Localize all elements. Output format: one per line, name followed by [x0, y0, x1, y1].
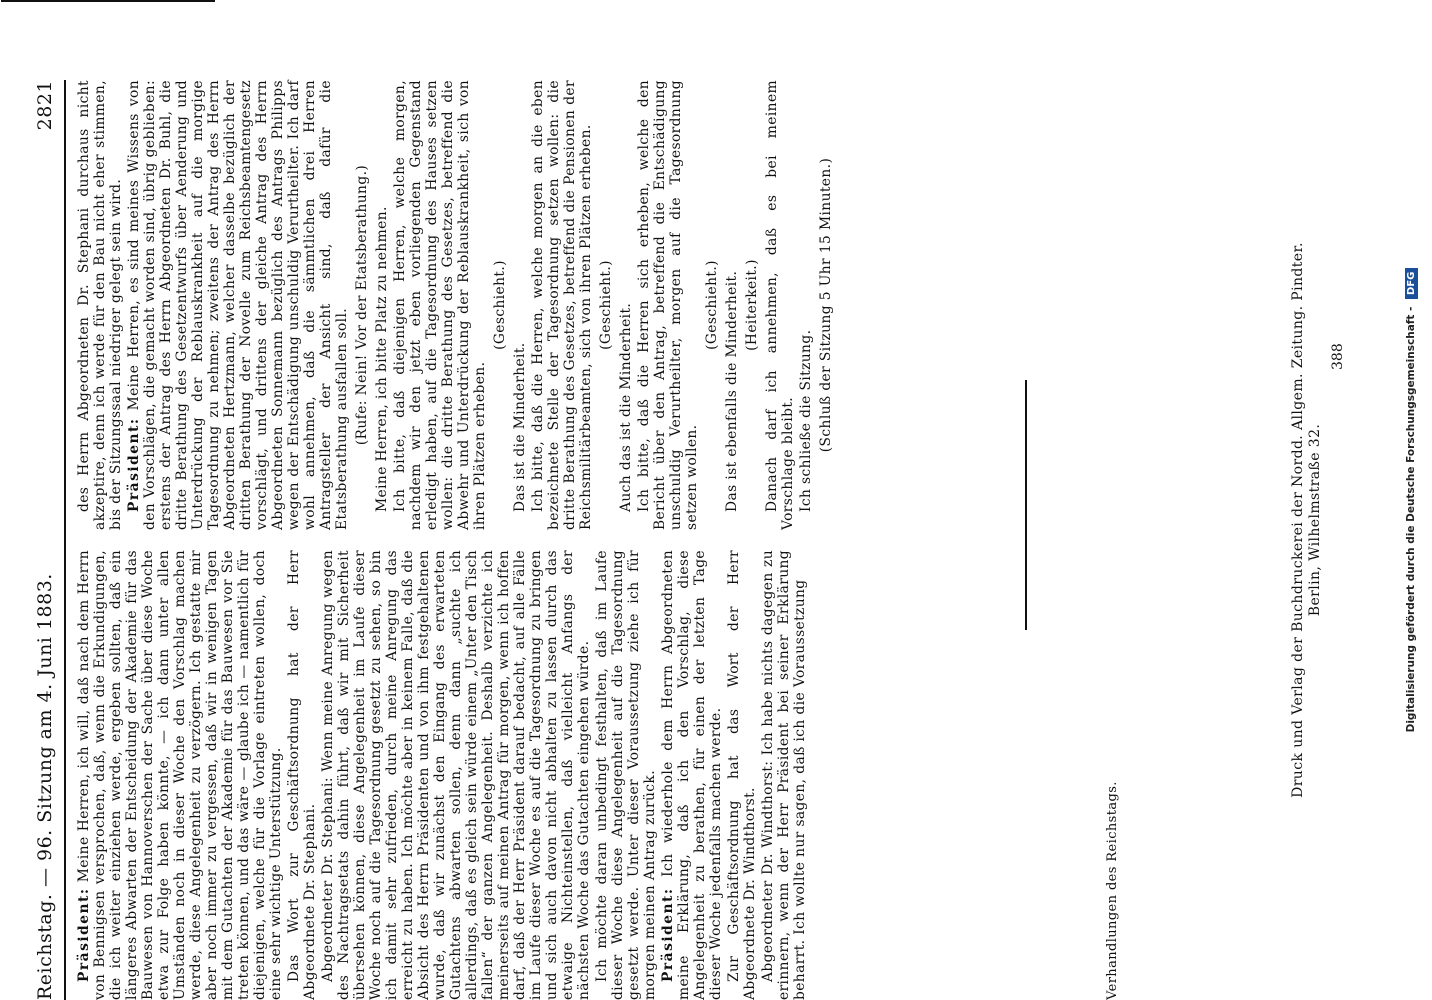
paragraph — [726, 550, 758, 1000]
paragraph-text: Das ist ebenfalls die Minderheit. — [724, 270, 740, 512]
paragraph — [320, 550, 592, 1000]
paragraph-text: Abgeordneter Dr. Stephani: Wenn meine Anregung wegen des Nachtragsetats dahin führt, daß wir mit Sicherheit übersehen können, diese Angelegenheit im Laufe dieser Woche noch auf die Tagesordnung gesetzt zu sehen, so bin ich damit sehr zufrieden, durch meine Anregung das erreicht zu haben. Ich möchte aber in keinem Falle, daß die Absicht des Herrn Präsidenten und von ihm festgehaltenen wurde, daß wir zunächst den Eingang des erwarteten Gutachtens abwarten sollen, denn dann „suchte ich allerdings, daß es gleich sein würde einem „Unter den Tisch fallen“ der ganzen Angelegenheit. Deshalb verzichte ich meinerseits auf meinen Antrag für morgen, wenn ich hoffen darf, daß der Herr Präsident darauf bedacht, auf alle Fälle im Laufe dieser Woche es auf die Tagesordnung zu bringen und sich auch davon nicht abhalten zu lassen durch das etwaige Nichteinstellen, daß vielleicht Anfangs der nächsten Woche das Gutachten eingehen würde. — [320, 550, 592, 1000]
paragraph — [286, 550, 318, 1000]
paragraph — [764, 80, 796, 530]
speaker-label: Präsident: — [660, 887, 676, 982]
paragraph — [374, 80, 390, 530]
paragraph-text: Meine Herren, ich bitte Platz zu nehmen. — [374, 206, 390, 512]
paragraph-text: Ich schließe die Sitzung. — [798, 329, 814, 512]
left-column — [76, 550, 810, 1000]
paragraph — [126, 80, 350, 530]
paragraph-text: des Herrn Abgeordneten Dr. Stephani durchaus nicht akzeptire, denn ich werde für den Bau nicht eher stimmen, bis der Sitzungssaal niedriger gelegt sein wird. — [76, 80, 124, 530]
sheet-number: 388 — [1330, 343, 1346, 370]
header-page-number: 2821 — [34, 80, 56, 131]
paragraph-text: Zur Geschäftsordnung hat das Wort der Herr Abgeordnete Dr. Windthorst. — [726, 550, 758, 1000]
dfg-logo: DFG — [1405, 268, 1418, 299]
paragraph — [530, 80, 594, 530]
paragraph-text: Das ist die Minderheit. — [512, 342, 528, 512]
stage-direction: (Geschieht.) — [704, 260, 720, 350]
paragraph — [392, 80, 488, 530]
paragraph — [760, 550, 808, 1000]
paragraph — [76, 80, 124, 530]
paragraph — [594, 550, 658, 1000]
paragraph — [798, 80, 814, 530]
right-column — [76, 80, 838, 530]
printer-line-1: Druck und Verlag der Buchdruckerei der Nordd. Allgem. Zeitung. Pindter. — [1290, 242, 1306, 798]
end-rule — [1025, 380, 1027, 630]
paragraph-text: Auch das ist die Minderheit. — [618, 302, 634, 512]
speaker-label: Präsident: — [76, 887, 92, 982]
page-header — [34, 80, 64, 1000]
paragraph — [512, 80, 528, 530]
stage-direction: (Rufe: Nein! Vor der Etatsberathung.) — [354, 164, 370, 446]
stage-direction: (Heiterkeit.) — [744, 259, 760, 351]
rotated-page — [0, 60, 1432, 1000]
paragraph-text: Ich wiederhole dem Herrn Abgeordneten meine Erklärung, daß ich den Vorschlag, diese Angelegenheit zu berathen, für einen der letzten Tage dieser Woche jedenfalls machen werde. — [660, 550, 724, 1000]
credit-text: Digitalisierung gefördert durch die Deutsche Forschungsgemeinschaft - — [1405, 306, 1417, 733]
printer-line-2: Berlin, Wilhelmstraße 32. — [1307, 423, 1323, 617]
paragraph-text: Das Wort zur Geschäftsordnung hat der Herr Abgeordnete Dr. Stephani. — [286, 550, 318, 1000]
speaker-label: Präsident: — [126, 417, 142, 512]
paragraph — [724, 80, 740, 530]
paragraph — [660, 550, 724, 1000]
paragraph-text: Ich möchte daran unbedingt festhalten, daß im Laufe dieser Woche diese Angelegenheit auf die Tagesordnung gesetzt werde. Unter dieser Voraussetzung ziehe ich für morgen meinen Antrag zurück. — [594, 550, 658, 1000]
paragraph-text: Ich bitte, daß die Herren, welche morgen an die eben bezeichnete Stelle der Tagesordnung setzen wollen: die dritte Berathung des Gesetzes, betreffend die Pensionen der Reichsmilitärbeamten, sich von ihren Plätzen erheben. — [530, 80, 594, 530]
paragraph — [618, 80, 634, 530]
paragraph-text: Meine Herren, es sind meines Wissens von den Vorschlägen, die gemacht worden sind, übrig geblieben: erstens der Antrag des Herrn Abgeordneten Dr. Buhl, die dritte Berathung des Gesetzentwurfs über Aenderung und Unterdrückung der Reblauskrankheit auf die morgige Tagesordnung zu nehmen; zweitens der Antrag des Herrn Abgeordneten Hertzmann, welcher dasselbe bezüglich der dritten Berathung der Novelle zum Reichsbeamtengesetz vorschlägt, und drittens der gleiche Antrag des Herrn Abgeordneten Sonnemann bezüglich des Antrags Philipps wegen der Entschädigung unschuldig Verurtheilter. Ich darf wohl annehmen, daß die sämmtlichen drei Herren Antragsteller der Ansicht sind, daß dafür die Etatsberathung ausfallen soll. — [126, 80, 350, 530]
paragraph — [76, 550, 284, 1000]
paragraph-text: Ich bitte, daß die Herren sich erheben, welche den Bericht über den Antrag, betreffend die Entschädigung unschuldig Verurtheilter, morgen auf die Tagesordnung setzen wollen. — [636, 80, 700, 530]
document-page — [0, 60, 1432, 1000]
stage-direction: (Geschieht.) — [492, 260, 508, 350]
stage-direction: (Schluß der Sitzung 5 Uhr 15 Minuten.) — [818, 157, 834, 453]
header-rule — [64, 80, 66, 1000]
digitization-credit — [1405, 0, 1418, 1000]
footer-left: Verhandlungen des Reichstags. — [1105, 781, 1120, 1000]
paragraph — [636, 80, 700, 530]
stage-direction: (Geschieht.) — [598, 260, 614, 350]
paragraph-text: Abgeordneter Dr. Windthorst: Ich habe nichts dagegen zu erinnern, wenn der Herr Präsident bei seiner Erklärung beharrt. Ich wollte nur sagen, daß ich die Voraussetzung — [760, 550, 808, 1000]
paragraph-text: Ich bitte, daß diejenigen Herren, welche morgen, nachdem wir den jetzt eben vorliegenden Gegenstand erledigt haben, auf die Tagesordnung des Hauses setzen wollen: die dritte Berathung des Gesetzes, betreffend die Abwehr und Unterdrückung der Reblauskrankheit, sich von ihren Plätzen erheben. — [392, 80, 488, 530]
header-title: Reichstag. — 96. Sitzung am 4. Juni 1883. — [34, 573, 56, 1000]
printer-imprint — [1290, 240, 1324, 800]
top-edge-rule — [1, 0, 215, 2]
paragraph-text: Meine Herren, ich will, daß nach dem Herrn von Bennigsen versprochen, daß, wenn die Erkundigungen, die ich weiter einziehen werde, ergeben sollten, daß ein längeres Abwarten der Entscheidung der Akademie für das Bauwesen von Hannoverschen der Sache über diese Woche etwa zur Folge haben könnte, — ich dann unter allen Umständen noch in dieser Woche den Vorschlag machen werde, diese Angelegenheit zu verzögern. Ich gestatte mir aber noch immer zu vergessen, daß wir in wenigen Tagen mit dem Gutachten der Akademie für das Bauwesen vor Sie treten können, und das wäre — glaube ich — namentlich für diejenigen, welche für die Vorlage eintreten wollen, doch eine sehr wichtige Unterstützung. — [76, 550, 284, 1000]
paragraph-text: Danach darf ich annehmen, daß es bei meinem Vorschlage bleibt. — [764, 80, 796, 530]
